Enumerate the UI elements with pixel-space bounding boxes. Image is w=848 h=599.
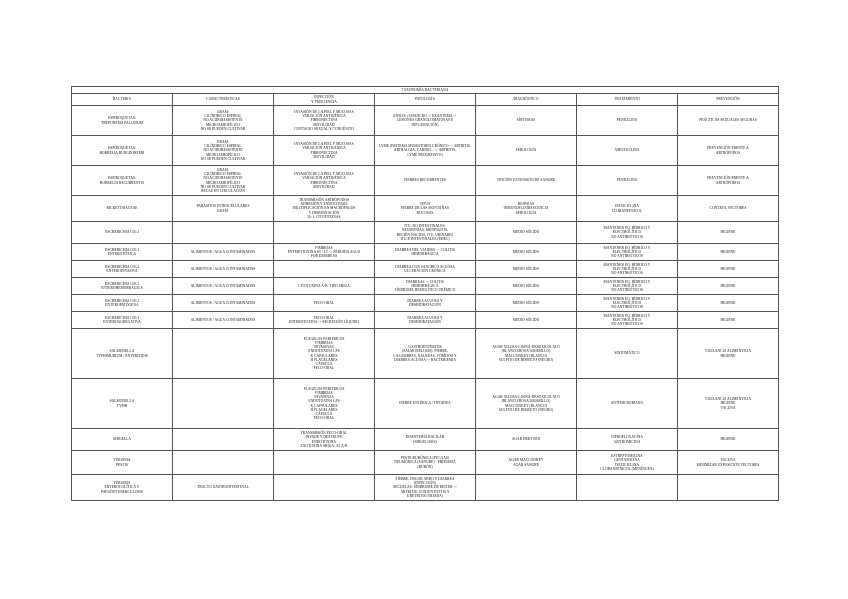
cell-characteristics: ALIMENTOS / AGUA CONTAMINADOS [173, 261, 274, 278]
table-row [72, 295, 779, 312]
table-row [72, 106, 779, 136]
cell-infection: INVASIÓN DE LA PIEL Y MUCOSAS VARIACIÓN ANTIGÉNICA FIBRONECTINA MOVILIDAD CONTAGIO SEXUAL Y CONGÉNITO [274, 106, 375, 136]
cell-characteristics: ALIMENTOS / AGUA CONTAMINADOS [173, 312, 274, 329]
cell-characteristics [173, 222, 274, 244]
cell-prevention: PRÁCTICAS SEXUALES SEGURAS [678, 106, 779, 136]
table-row [72, 451, 779, 475]
cell-pathology: DIARREAS -> COLITIS HEMORRÁGICA SÍNDROME HEMOLÍTICO URÉMICO [375, 278, 476, 295]
cell-diagnosis: AGAR HEKTOEN [476, 429, 577, 451]
cell-prevention: VACUNA MINIMIZAR EXPOSICIÓN VECTORES [678, 451, 779, 475]
cell-prevention: HIGIENE [678, 312, 779, 329]
cell-diagnosis: AGAR XILOSA-LISINA-DESOXICOLATO (BLANCO/ROSA/AMARILLO) MACCONKEY (BLANCO) SULFITO DE BISMUTO (NEGRO) [476, 329, 577, 379]
taxonomy-table [71, 86, 779, 501]
table-row [72, 196, 779, 222]
cell-treatment: MANTENER EQ. HÍDRICO Y ELECTROLÍTICO NO ANTIBIÓTICOS [577, 295, 678, 312]
table-row [72, 166, 779, 196]
cell-treatment: AMOXICILINA [577, 136, 678, 166]
cell-pathology: PESTE BUBÓNICA (PULGAS) NEUMÓNICA (SANGRE) - PRIMARIA (BUBÓN) [375, 451, 476, 475]
cell-treatment: ANTIMICROBIANO [577, 379, 678, 429]
cell-treatment: DOXICICLINA CLORANFENICOL [577, 196, 678, 222]
cell-prevention: CONTROL VECTORES [678, 196, 779, 222]
cell-bacteria: RICKETTSIACEAE [72, 196, 173, 222]
cell-bacteria: SALMONELLA TYPHIMURIUM / ENTERITIDIS [72, 329, 173, 379]
cell-diagnosis: TINCIÓN EXTENSIÓN DE SANGRE [476, 166, 577, 196]
cell-prevention: HIGIENE [678, 222, 779, 244]
cell-pathology: DIARREA ACUOSA Y DESHIDRATACIÓN [375, 312, 476, 329]
cell-bacteria: ESCHERICHIA COLI ENTEROAGREGATIVA [72, 312, 173, 329]
cell-pathology: DIARREA CON SANGRE O ACUOSA ULCERACIÓN CRÓNICA [375, 261, 476, 278]
table-title: TAXONOMÍA BACTERIANA [72, 87, 779, 94]
cell-characteristics: GRAM- CILÍNDRICO ESPIRAL NO ACIDORESISTENTE MICROAEROFÍLICO NO SE PUEDEN CULTIVAR [173, 106, 274, 136]
header-infection-virulence: INFECCIÓN Y VIRULENCIA [274, 94, 375, 106]
cell-pathology: DIARREA ACUOSA Y DESHIDRATACIÓN [375, 295, 476, 312]
cell-infection: FECO-ORAL [274, 295, 375, 312]
cell-bacteria: ESPIROQUETAS: BORRELIA BURGDORFERI [72, 136, 173, 166]
header-bacteria: BACTERIA [72, 94, 173, 106]
table-row [72, 312, 779, 329]
table-row [72, 379, 779, 429]
cell-characteristics [173, 429, 274, 451]
header-pathology: PATOLOGÍA [375, 94, 476, 106]
cell-treatment: MANTENER EQ. HÍDRICO Y ELECTROLÍTICO NO ANTIBIÓTICOS [577, 222, 678, 244]
cell-diagnosis: MEDIO SÓLIDO [476, 222, 577, 244]
table-row [72, 261, 779, 278]
cell-diagnosis: AGAR XILOSA-LISINA-DESOXICOLATO (BLANCO/ROSA/AMARILLO) MACCONKEY (BLANCO) SULFITO DE BISMUTO (NEGRO) [476, 379, 577, 429]
cell-bacteria: SHIGELLA [72, 429, 173, 451]
cell-characteristics [173, 379, 274, 429]
cell-pathology: SÍFILIS: (CHANCRO -> EXANTEMA -> LESIONES GRANULOMATOSAS E INFLAMACIÓN) [375, 106, 476, 136]
cell-prevention: HIGIENE [678, 278, 779, 295]
cell-diagnosis: MEDIO SÓLIDO [476, 295, 577, 312]
cell-diagnosis: MEDIO SÓLIDO [476, 261, 577, 278]
cell-characteristics: GRAM- CILÍNDRICO ESPIRAL NO ACIDORESISTENTE MICROAEROFÍLICO NO SE PUEDEN CULTIVAR RECAE EN CIRCULACIÓN [173, 166, 274, 196]
table-row [72, 244, 779, 261]
cell-characteristics: TRACTO GASTROINTESTINAL [173, 475, 274, 501]
cell-characteristics: ALIMENTOS / AGUA CONTAMINADOS [173, 295, 274, 312]
cell-treatment [577, 475, 678, 501]
cell-bacteria: ESPIROQUETAS: BORRELIA RECURRENTIS [72, 166, 173, 196]
cell-infection: INVASIÓN DE LA PIEL Y MUCOSAS VARIACIÓN ANTIGÉNICA FIBRONECTINA MOVILIDAD [274, 136, 375, 166]
header-characteristics: CARACTERÍSTICAS [173, 94, 274, 106]
cell-characteristics: GRAM- CILÍNDRICO ESPIRAL NO ACIDORESISTENTE MICROAEROFÍLICO NO SE PUEDEN CULTIVAR [173, 136, 274, 166]
cell-infection: FLAGELOS PERITRICOS FIMBRIAS INVASINAS ENDOTOXINA LPS K CAPSULARES H FLAGELARES CÁPSULA FECO-ORAL [274, 329, 375, 379]
cell-diagnosis: AGAR MACCONKEY AGAR SANGRE [476, 451, 577, 475]
cell-diagnosis: SEROLOGÍA [476, 136, 577, 166]
cell-treatment: MANTENER EQ. HÍDRICO Y ELECTROLÍTICO NO ANTIBIÓTICOS [577, 278, 678, 295]
table-body [72, 106, 779, 501]
header-diagnosis: DIAGNÓSTICO [476, 94, 577, 106]
cell-prevention: PREVENCIÓN FRENTE A ARTRÓPODOS [678, 166, 779, 196]
cell-infection [274, 222, 375, 244]
cell-treatment: PENICILINA [577, 166, 678, 196]
cell-bacteria: ESCHERICHIA COLI ENTEROINVASIVA [72, 261, 173, 278]
cell-treatment: MANTENER EQ. HÍDRICO Y ELECTROLÍTICO NO ANTIBIÓTICOS [577, 261, 678, 278]
cell-infection: FECO-ORAL ENTEROTOXINA -> SECRECIÓN LÍQUIDO [274, 312, 375, 329]
cell-bacteria: YERSINIA PESTIS [72, 451, 173, 475]
cell-infection: TRANSMISIÓN FECO-ORAL INVADE Y DESTRUYE ENDOTOXINA EXOTOXINA SHIGA: A5 A-B [274, 429, 375, 451]
cell-diagnosis [476, 475, 577, 501]
cell-treatment: ESTREPTOMICINA GENTAMICINA DOXICICLINA CLORANFENICOL (MENÍNGEA) [577, 451, 678, 475]
table-row [72, 222, 779, 244]
cell-diagnosis: MEDIO SÓLIDO [476, 244, 577, 261]
cell-pathology: GASTROENTERITIS (SALMONELOSIS): FIEBRE, CALAMBRES, NÁUSEAS, VÓMITOS Y DIARREA ACUOSA -> BACTERIEMIA [375, 329, 476, 379]
cell-characteristics: ALIMENTOS / AGUA CONTAMINADOS [173, 278, 274, 295]
table-row [72, 278, 779, 295]
cell-pathology: LYME (ERITEMA MIGRATORIO CRÓNICO -> ARTRITIS, ARTRALGIA, CARDIO... -> ARTRITIS, LYME PROGRESIVO) [375, 136, 476, 166]
cell-pathology: DIARREA DEL VIAJERO -> COLITIS HEMORRÁGICA [375, 244, 476, 261]
cell-prevention: VIGILANCIA ALIMENTICIA HIGIENE VACUNA [678, 379, 779, 429]
cell-diagnosis: MEDIO SÓLIDO [476, 278, 577, 295]
cell-infection [274, 451, 375, 475]
cell-treatment: CIPROFLOXACINA AZITROMICINA [577, 429, 678, 451]
cell-characteristics [173, 329, 274, 379]
cell-characteristics: ALIMENTOS / AGUA CONTAMINADOS [173, 244, 274, 261]
cell-prevention: HIGIENE [678, 244, 779, 261]
cell-infection: TRANSMISIÓN ARTRÓPODOS ADHESIÓN Y ENDOCITOSIS MULTIPLICACIÓN EN MACRÓFAGOS Y DISEMINACIÓN IL-1, CITOTOXINAS [274, 196, 375, 222]
cell-pathology: FIEBRES RECURRENTES [375, 166, 476, 196]
cell-characteristics [173, 451, 274, 475]
cell-diagnosis: BIOPSIAS INMUNOFLUORESCENCIA SEROLOGÍA [476, 196, 577, 222]
cell-prevention: HIGIENE [678, 295, 779, 312]
cell-treatment: MANTENER EQ. HÍDRICO Y ELECTROLÍTICO NO ANTIBIÓTICOS [577, 244, 678, 261]
cell-prevention [678, 475, 779, 501]
cell-characteristics: PARÁSITOS INTRACELULARES GRAM- [173, 196, 274, 222]
cell-bacteria: SALMONELLA TYPHI [72, 379, 173, 429]
cell-treatment: MANTENER EQ. HÍDRICO Y ELECTROLÍTICO NO ANTIBIÓTICOS [577, 312, 678, 329]
cell-prevention: VIGILANCIA ALIMENTICIA HIGIENE [678, 329, 779, 379]
cell-bacteria: ESCHERICHIA COLI [72, 222, 173, 244]
cell-infection [274, 261, 375, 278]
cell-pathology: ITU: NO INTESTINALES: NEUMONÍAS, MENINGITIS, RECIÉN NACIDO, ITU, URINARIO ITU E INTESTINALES (EHEC) [375, 222, 476, 244]
table-row [72, 136, 779, 166]
cell-prevention: HIGIENE [678, 429, 779, 451]
cell-bacteria: ESCHERICHIA COLI ENTEROTÓXICA [72, 244, 173, 261]
cell-infection: INVASIÓN DE LA PIEL Y MUCOSAS VARIACIÓN ANTIGÉNICA FIBRONECTINA MOVILIDAD [274, 166, 375, 196]
cell-infection: FLAGELOS PERITRICOS FIMBRIAS INVASINAS ENDOTOXINA LPS K CAPSULARES H FLAGELARES CÁPSULA FECO-ORAL [274, 379, 375, 429]
cell-treatment: PENICILINA [577, 106, 678, 136]
cell-infection [274, 475, 375, 501]
header-treatment: TRATAMIENTO [577, 94, 678, 106]
cell-bacteria: ESCHERICHIA COLI ENTEROPATÓGENA [72, 295, 173, 312]
cell-pathology: DISENTERÍA BACILAR (SHIGELOSIS) [375, 429, 476, 451]
cell-pathology: FIEBRE, DOLOR ABDO Y DIARREA (INFECCIÓN) SECUELAS: SÍNDROME DE REITER -> ARTRITIS, CONJUNTIVITIS Y URETRITIS (TRIADA) [375, 475, 476, 501]
table-row [72, 475, 779, 501]
cell-treatment: SINTOMÁTICO [577, 329, 678, 379]
cell-bacteria: YERSINIA ENTEROCOLÍTICA Y PSEUDOTUBERCULOSIS [72, 475, 173, 501]
table-row [72, 429, 779, 451]
cell-infection: FIMBRIAS ENTEROTOXINA ST / LT -> PÉRDIDA AGUA POR DIARREAS [274, 244, 375, 261]
cell-prevention: HIGIENE [678, 261, 779, 278]
cell-pathology: FIEBRE ENTÉRICA / TIFOIDEA [375, 379, 476, 429]
cell-diagnosis: SÍNTOMAS [476, 106, 577, 136]
header-prevention: PREVENCIÓN [678, 94, 779, 106]
cell-prevention: PREVENCIÓN FRENTE A ARTRÓPODOS [678, 136, 779, 166]
cell-infection: CITOTOXINA A-B: TIPO SHIGA [274, 278, 375, 295]
cell-pathology: TIFUS FIEBRE DE LAS MONTAÑAS ROCOSAS [375, 196, 476, 222]
cell-bacteria: ESCHERICHIA COLI ENTEROHEMORRÁGICA [72, 278, 173, 295]
cell-diagnosis: MEDIO SÓLIDO [476, 312, 577, 329]
table-row [72, 329, 779, 379]
cell-bacteria: ESPIROQUETAS: TREPONEMA PALLIDUM [72, 106, 173, 136]
